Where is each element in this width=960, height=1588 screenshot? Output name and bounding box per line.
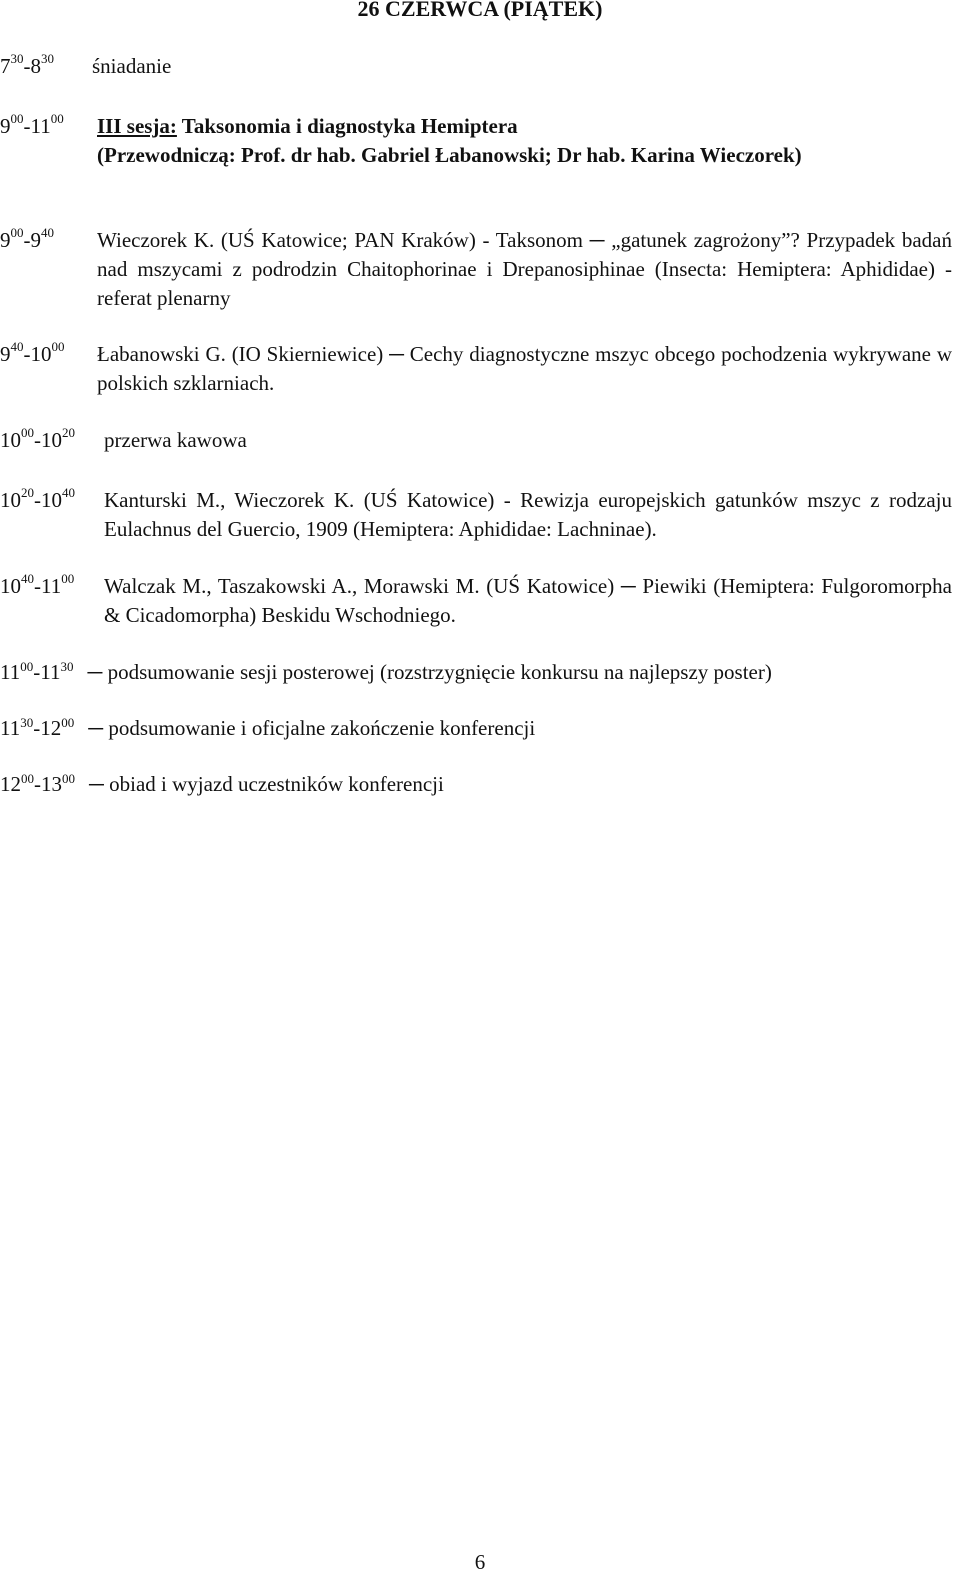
schedule-text: ─ podsumowanie sesji posterowej (rozstrzygnięcie konkursu na najlepszy poster) xyxy=(87,660,772,684)
talk-description: Walczak M., Taszakowski A., Morawski M. (UŚ Katowice) ─ Piewiki (Hemiptera: Fulgoromorpha & Cicadomorpha) Beskidu Wschodniego. xyxy=(104,574,952,627)
schedule-row-lunch xyxy=(0,770,952,799)
schedule-text: ─ obiad i wyjazd uczestników konferencji xyxy=(89,772,444,796)
page-number: 6 xyxy=(474,1550,486,1574)
time-range: $9^{00}-9^{40}$ xyxy=(0,225,54,252)
schedule-text: śniadanie xyxy=(92,54,172,78)
time-range: $11^{00}-11^{30}$ xyxy=(0,659,74,684)
page-heading: 26 CZERWCA (PIĄTEK) xyxy=(357,0,603,21)
talk-description: Kanturski M., Wieczorek K. (UŚ Katowice) - Rewizja europejskich gatunków mszyc z rodzaju Eulachnus del Guercio, 1909 (Hemiptera: Aphididae: Lachninae). xyxy=(104,488,952,541)
schedule-text: ─ podsumowanie i oficjalne zakończenie konferencji xyxy=(88,716,536,740)
time-range: $11^{30}-12^{00}$ xyxy=(0,715,75,740)
time-range: $10^{20}-10^{40}$ xyxy=(0,485,75,512)
session-title-line xyxy=(97,112,952,141)
talk-description: Łabanowski G. (IO Skierniewice) ─ Cechy diagnostyczne mszyc obcego pochodzenia wykrywane w polskich szklarniach. xyxy=(97,342,952,395)
session-label: III sesja: xyxy=(97,114,177,138)
time-range: $10^{00}-10^{20}$ xyxy=(0,425,75,452)
time-range: $10^{40}-11^{00}$ xyxy=(0,571,75,598)
talk-description: Wieczorek K. (UŚ Katowice; PAN Kraków) - Taksonom ─ „gatunek zagrożony”? Przypadek badań nad mszycami z podrodzin Chaitophorinae i Drepanosiphinae (Insecta: Hemiptera: Aphididae) - referat plenarny xyxy=(97,228,952,310)
session-block xyxy=(97,112,952,170)
time-range: $12^{00}-13^{00}$ xyxy=(0,771,75,796)
time-range: $7^{30}-8^{30}$ xyxy=(0,51,54,78)
time-range: $9^{40}-10^{00}$ xyxy=(0,339,65,366)
schedule-row-closing xyxy=(0,714,952,743)
session-title: Taksonomia i diagnostyka Hemiptera xyxy=(176,114,518,138)
time-range: $9^{00}-11^{00}$ xyxy=(0,111,64,138)
session-chairs: (Przewodniczą: Prof. dr hab. Gabriel Łabanowski; Dr hab. Karina Wieczorek) xyxy=(97,143,802,167)
schedule-row-summary xyxy=(0,658,952,687)
schedule-text: przerwa kawowa xyxy=(104,428,247,452)
